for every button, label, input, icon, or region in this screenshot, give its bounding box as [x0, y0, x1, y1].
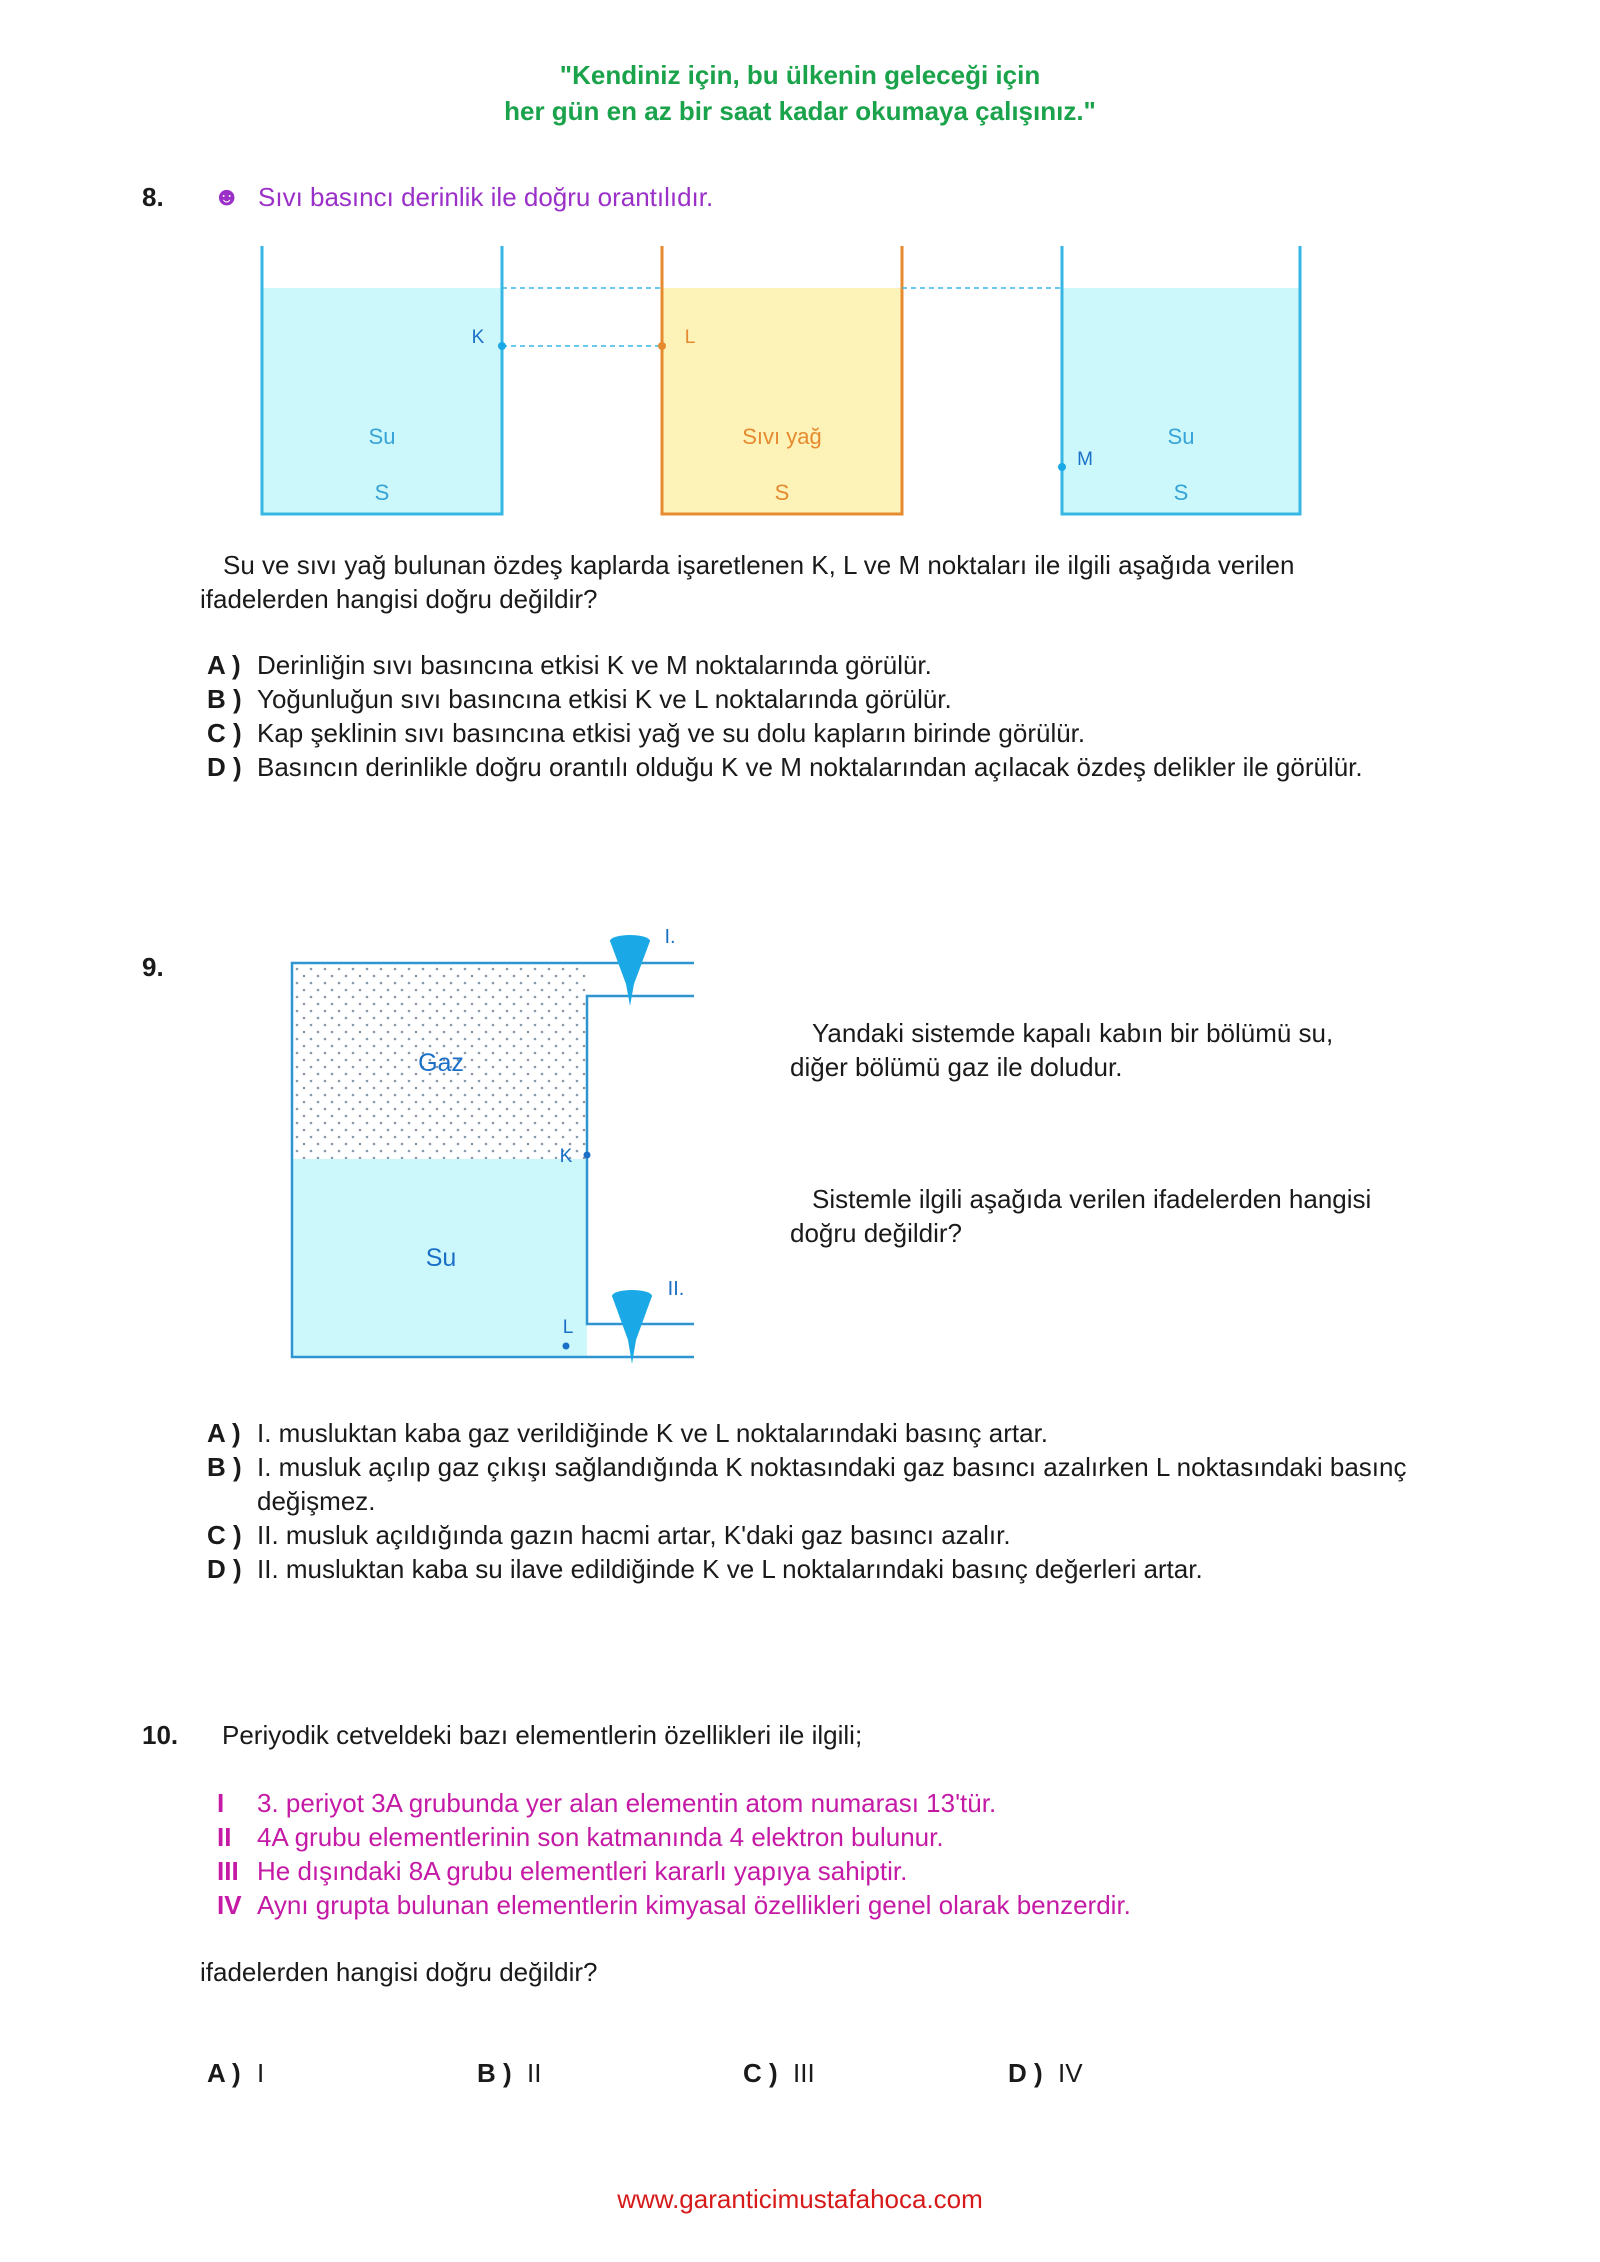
container-inner-wall [587, 996, 694, 1324]
question-9-option-d[interactable]: D ) II. musluktan kaba su ilave edildiğinde K ve L noktalarındaki basınç değerleri artar. [207, 1554, 1203, 1584]
question-8-stem-line-2: ifadelerden hangisi doğru değildir? [200, 584, 598, 614]
tap-2-icon[interactable] [612, 1290, 652, 1364]
statement-3: III He dışındaki 8A grubu elementleri kararlı yapıya sahiptir. [217, 1856, 908, 1886]
question-9-option-a[interactable]: A ) I. musluktan kaba gaz verildiğinde K ve L noktalarındaki basınç artar. [207, 1418, 1049, 1448]
question-10-question: ifadelerden hangisi doğru değildir? [200, 1957, 598, 1987]
question-9-desc-line-2: diğer bölümü gaz ile doludur. [790, 1052, 1123, 1082]
label-k: K [559, 1146, 573, 1167]
container-3-liquid-label: Su [1167, 424, 1195, 449]
question-10-number: 10. [142, 1720, 179, 1750]
question-9-ask-line-2: doğru değildir? [790, 1218, 963, 1248]
label-l: L [562, 1317, 574, 1338]
water-label: Su [425, 1244, 457, 1272]
statement-1: I 3. periyot 3A grubunda yer alan elementin atom numarası 13'tür. [217, 1788, 997, 1818]
question-8-stem-line-1: Su ve sıvı yağ bulunan özdeş kaplarda işaretlenen K, L ve M noktaları ile ilgili aşağıda verilen [223, 550, 1295, 580]
point-l-dot [563, 1343, 570, 1350]
smiley-icon: ☻ [213, 181, 241, 211]
question-10-option-b[interactable]: B ) II [477, 2058, 542, 2088]
question-10-option-c[interactable]: C ) III [743, 2058, 815, 2088]
question-9-ask-line-1: Sistemle ilgili aşağıda verilen ifadelerden hangisi [812, 1184, 1372, 1214]
gas-label: Gaz [418, 1049, 464, 1077]
question-8-option-b[interactable]: B ) Yoğunluğun sıvı basıncına etkisi K ve L noktalarında görülür. [207, 684, 952, 714]
question-9-desc-line-1: Yandaki sistemde kapalı kabın bir bölümü su, [812, 1018, 1334, 1048]
container-1-liquid-label: Su [368, 424, 396, 449]
label-k: K [471, 327, 485, 348]
point-m-dot [1058, 463, 1066, 471]
question-10-option-a[interactable]: A ) I [207, 2058, 265, 2088]
footer-url-link[interactable]: www.garanticimustafahoca.com [617, 2184, 983, 2214]
question-9-diagram [0, 0, 760, 1400]
question-8-option-d[interactable]: D ) Basıncın derinlikle doğru orantılı olduğu K ve M noktalarından açılacak özdeş delikler ile görülür. [207, 752, 1363, 782]
container-2-base-label: S [774, 480, 790, 505]
question-8-option-a[interactable]: A ) Derinliğin sıvı basıncına etkisi K ve M noktalarında görülür. [207, 650, 932, 680]
question-8-hint: Sıvı basıncı derinlik ile doğru orantılıdır. [258, 182, 714, 212]
container-3-base-label: S [1173, 480, 1189, 505]
question-9-option-c[interactable]: C ) II. musluk açıldığında gazın hacmi artar, K'daki gaz basıncı azalır. [207, 1520, 1011, 1550]
question-8-number: 8. [142, 182, 164, 212]
statement-4: IV Aynı grupta bulunan elementlerin kimyasal özellikleri genel olarak benzerdir. [217, 1890, 1131, 1920]
quote-line-2: her gün en az bir saat kadar okumaya çalışınız." [504, 96, 1096, 126]
question-10-option-d[interactable]: D ) IV [1008, 2058, 1083, 2088]
question-9-number: 9. [142, 952, 164, 982]
question-8-option-c[interactable]: C ) Kap şeklinin sıvı basıncına etkisi yağ ve su dolu kapların birinde görülür. [207, 718, 1086, 748]
statement-2: II 4A grubu elementlerinin son katmanında 4 elektron bulunur. [217, 1822, 944, 1852]
label-l: L [684, 327, 696, 348]
container-1-base-label: S [374, 480, 390, 505]
point-k-dot [584, 1152, 591, 1159]
quote-line-1: "Kendiniz için, bu ülkenin geleceği için [559, 60, 1041, 90]
container-2-liquid-label: Sıvı yağ [742, 424, 822, 449]
tap-2-label: II. [667, 1278, 685, 1300]
label-m: M [1077, 449, 1093, 470]
tap-1-label: I. [664, 926, 676, 948]
question-9-option-b[interactable]: B ) I. musluk açılıp gaz çıkışı sağlandığında K noktasındaki gaz basıncı azalırken L noktasındaki basınç değişmez. [207, 1452, 1407, 1516]
question-10-intro: Periyodik cetveldeki bazı elementlerin özellikleri ile ilgili; [222, 1720, 863, 1750]
